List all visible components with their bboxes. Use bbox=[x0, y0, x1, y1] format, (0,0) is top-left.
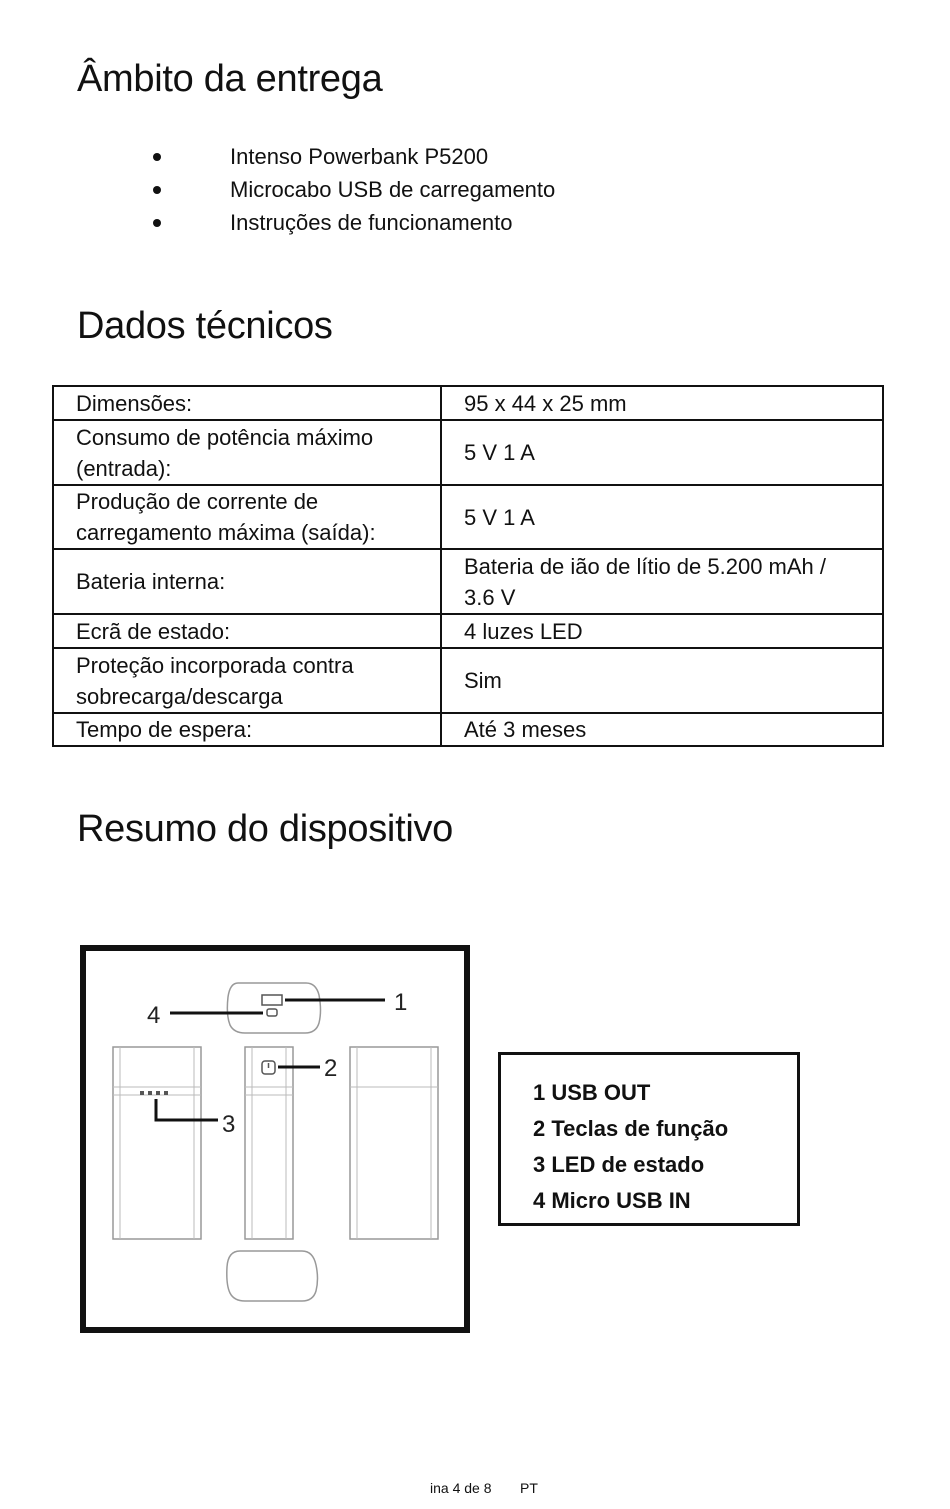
spec-value: 5 V 1 A bbox=[441, 420, 883, 485]
callout-3: 3 bbox=[222, 1111, 236, 1138]
table-row bbox=[53, 386, 883, 420]
list-item bbox=[150, 173, 555, 206]
overview-title: Resumo do dispositivo bbox=[77, 808, 454, 850]
table-row bbox=[53, 614, 883, 648]
list-item bbox=[150, 140, 555, 173]
legend-item: 2 Teclas de função bbox=[533, 1116, 729, 1141]
table-row bbox=[53, 485, 883, 549]
spec-value: Sim bbox=[441, 648, 883, 713]
bullet-icon bbox=[153, 186, 161, 194]
spec-value: 4 luzes LED bbox=[441, 614, 883, 648]
language-code: PT bbox=[520, 1480, 538, 1496]
list-item bbox=[150, 206, 555, 239]
spec-key: Consumo de potência máximo (entrada): bbox=[53, 420, 441, 485]
table-row bbox=[53, 549, 883, 614]
spec-value: Bateria de ião de lítio de 5.200 mAh / 3.6 V bbox=[441, 549, 883, 614]
device-diagram bbox=[80, 945, 470, 1333]
legend-item: 4 Micro USB IN bbox=[533, 1188, 691, 1213]
spec-value: Até 3 meses bbox=[441, 713, 883, 746]
spec-key: Dimensões: bbox=[53, 386, 441, 420]
spec-key: Produção de corrente de carregamento máxima (saída): bbox=[53, 485, 441, 549]
spec-key: Proteção incorporada contra sobrecarga/descarga bbox=[53, 648, 441, 713]
technical-title: Dados técnicos bbox=[77, 305, 333, 347]
spec-value: 95 x 44 x 25 mm bbox=[441, 386, 883, 420]
bullet-icon bbox=[153, 153, 161, 161]
spec-key: Ecrã de estado: bbox=[53, 614, 441, 648]
page-number: ina 4 de 8 bbox=[430, 1480, 492, 1496]
spec-key: Bateria interna: bbox=[53, 549, 441, 614]
spec-key: Tempo de espera: bbox=[53, 713, 441, 746]
bullet-icon bbox=[153, 219, 161, 227]
callout-1: 1 bbox=[394, 989, 408, 1016]
list-item-text: Microcabo USB de carregamento bbox=[230, 177, 556, 202]
specs-table bbox=[52, 385, 884, 747]
legend-box bbox=[498, 1052, 800, 1226]
spec-value: 5 V 1 A bbox=[441, 485, 883, 549]
page-footer bbox=[0, 1480, 950, 1509]
legend-item: 3 LED de estado bbox=[533, 1152, 705, 1177]
delivery-list bbox=[150, 140, 555, 239]
list-item-text: Instruções de funcionamento bbox=[230, 210, 513, 235]
callout-4: 4 bbox=[147, 1002, 161, 1029]
legend-item: 1 USB OUT bbox=[533, 1080, 651, 1105]
callout-2: 2 bbox=[324, 1055, 338, 1082]
table-row bbox=[53, 713, 883, 746]
delivery-title: Âmbito da entrega bbox=[77, 58, 383, 100]
table-row bbox=[53, 420, 883, 485]
list-item-text: Intenso Powerbank P5200 bbox=[230, 144, 489, 169]
table-row bbox=[53, 648, 883, 713]
